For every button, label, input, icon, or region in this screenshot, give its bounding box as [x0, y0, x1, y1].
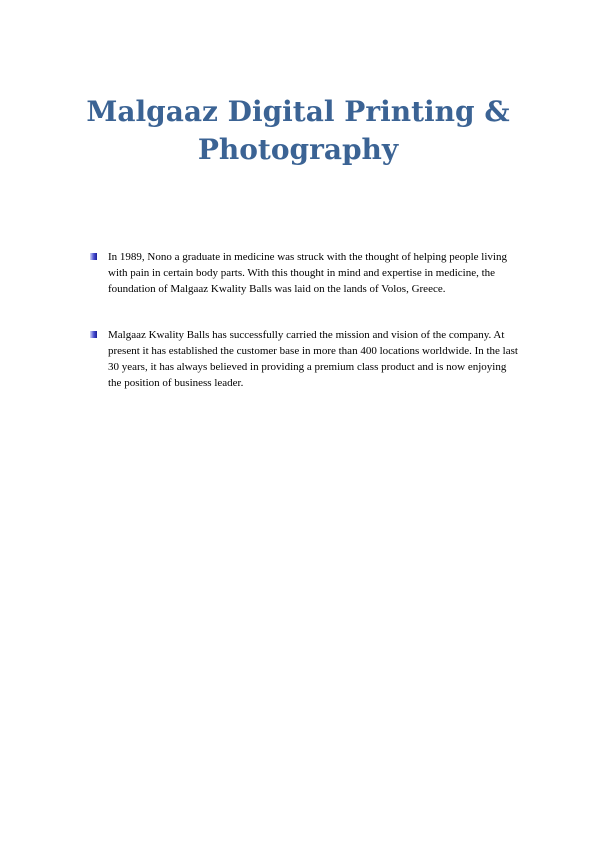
paragraph-text: In 1989, Nono a graduate in medicine was struck with the thought of helping people living with pain in certain body parts. With this thought in mind and expertise in medicine, the foundation of Malgaaz Kwality Balls was laid on the lands of Volos, Greece.: [108, 251, 507, 295]
list-item: [90, 327, 520, 391]
bullet-list: [90, 249, 520, 391]
document-title: Malgaaz Digital Printing & Photography: [86, 95, 510, 166]
square-bullet-icon: [90, 253, 97, 260]
square-bullet-icon: [90, 331, 97, 338]
paragraph-text: Malgaaz Kwality Balls has successfully carried the mission and vision of the company. At present it has established the customer base in more than 400 locations worldwide. In the last 30 years, it has always believed in providing a premium class product and is now enjoying the position of business leader.: [108, 329, 518, 389]
list-item: [90, 249, 520, 297]
